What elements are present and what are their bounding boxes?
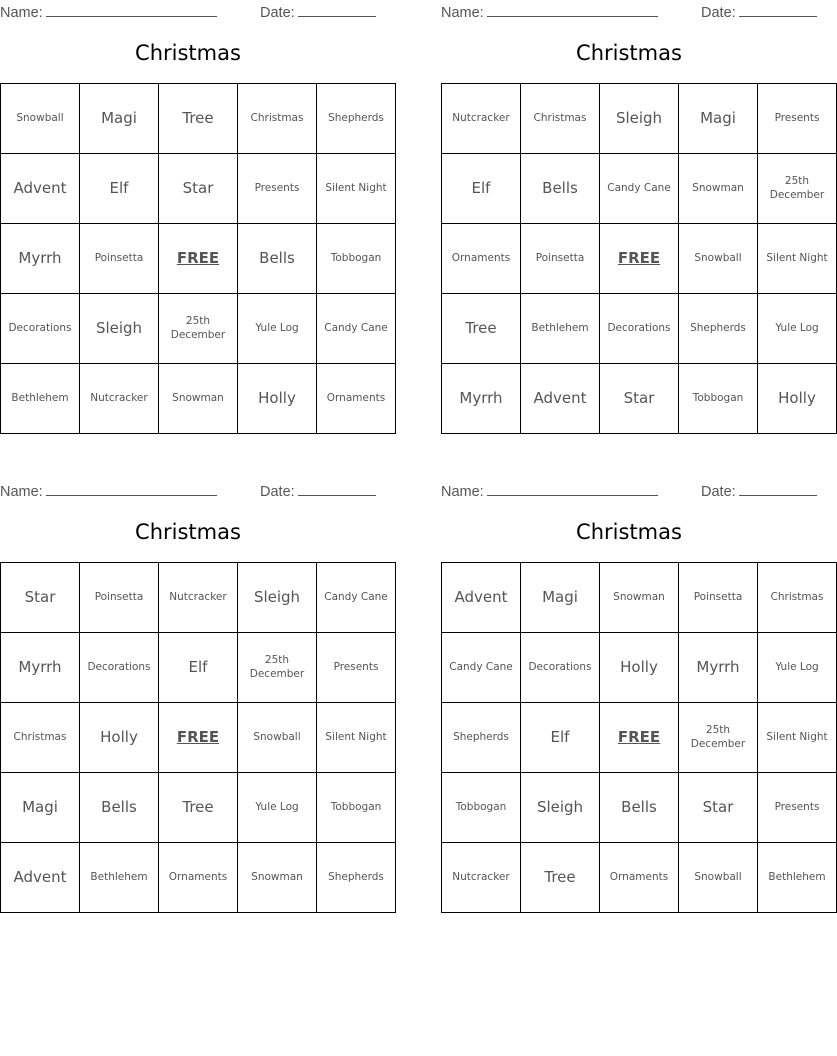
grid-cell: Star: [679, 773, 758, 843]
card-title: Christmas: [135, 520, 241, 544]
grid-row: [442, 224, 837, 294]
grid-row: [442, 843, 837, 913]
card-title: Christmas: [576, 41, 682, 65]
grid-cell: Ornaments: [442, 224, 521, 294]
grid-cell: Ornaments: [600, 843, 679, 913]
grid-cell: Poinsetta: [80, 563, 159, 633]
grid-cell: Myrrh: [442, 364, 521, 434]
grid-cell: Magi: [679, 84, 758, 154]
grid-cell: Snowman: [159, 364, 238, 434]
grid-cell: Magi: [80, 84, 159, 154]
grid-cell: Nutcracker: [80, 364, 159, 434]
grid-row: [442, 364, 837, 434]
grid-cell: Elf: [442, 154, 521, 224]
grid-row: [1, 843, 396, 913]
grid-row: [442, 154, 837, 224]
date-label: Date:: [260, 5, 295, 21]
grid-cell: Snowball: [679, 843, 758, 913]
free-space-cell: FREE: [600, 224, 679, 294]
grid-cell: Candy Cane: [317, 563, 396, 633]
bingo-card: [0, 479, 388, 919]
bingo-card: [0, 0, 388, 440]
grid-cell: Candy Cane: [442, 633, 521, 703]
grid-cell: Star: [159, 154, 238, 224]
date-blank-line: [298, 481, 376, 496]
name-date-row: [0, 481, 376, 499]
grid-cell: Tobbogan: [317, 773, 396, 843]
grid-row: [1, 364, 396, 434]
grid-cell: Myrrh: [1, 224, 80, 294]
grid-cell: Elf: [80, 154, 159, 224]
card-title: Christmas: [135, 41, 241, 65]
grid-cell: Tree: [159, 84, 238, 154]
grid-cell: Tobbogan: [317, 224, 396, 294]
grid-row: [1, 563, 396, 633]
grid-row: [1, 84, 396, 154]
name-label: Name:: [0, 5, 43, 21]
grid-cell: Nutcracker: [442, 843, 521, 913]
grid-cell: Tobbogan: [442, 773, 521, 843]
grid-row: [1, 773, 396, 843]
grid-cell: Advent: [1, 154, 80, 224]
grid-cell: Decorations: [1, 294, 80, 364]
grid-cell: Presents: [317, 633, 396, 703]
grid-row: [1, 294, 396, 364]
grid-cell: Presents: [238, 154, 317, 224]
date-label: Date:: [701, 484, 736, 500]
grid-cell: Presents: [758, 84, 837, 154]
grid-cell: Bells: [521, 154, 600, 224]
date-blank-line: [739, 481, 817, 496]
grid-row: [1, 633, 396, 703]
grid-cell: Sleigh: [521, 773, 600, 843]
bingo-grid: [0, 83, 396, 434]
date-label: Date:: [260, 484, 295, 500]
grid-cell: Decorations: [80, 633, 159, 703]
grid-row: [442, 563, 837, 633]
grid-cell: Shepherds: [317, 843, 396, 913]
name-field: [0, 481, 217, 500]
grid-cell: Bells: [238, 224, 317, 294]
grid-cell: Ornaments: [159, 843, 238, 913]
grid-row: [442, 633, 837, 703]
grid-cell: Tobbogan: [679, 364, 758, 434]
grid-cell: Shepherds: [679, 294, 758, 364]
name-label: Name:: [0, 484, 43, 500]
name-field: [441, 481, 658, 500]
grid-cell: Snowman: [238, 843, 317, 913]
grid-cell: Nutcracker: [159, 563, 238, 633]
card-title: Christmas: [576, 520, 682, 544]
date-blank-line: [739, 2, 817, 17]
bingo-grid: [441, 83, 837, 434]
free-space-cell: FREE: [159, 703, 238, 773]
grid-row: [442, 773, 837, 843]
grid-cell: Tree: [521, 843, 600, 913]
grid-cell: Myrrh: [679, 633, 758, 703]
grid-cell: Silent Night: [317, 703, 396, 773]
grid-cell: Poinsetta: [521, 224, 600, 294]
grid-cell: Advent: [442, 563, 521, 633]
grid-cell: Holly: [238, 364, 317, 434]
grid-cell: Shepherds: [442, 703, 521, 773]
grid-cell: Advent: [521, 364, 600, 434]
name-date-row: [441, 481, 817, 499]
grid-cell: Silent Night: [758, 703, 837, 773]
grid-cell: Snowball: [238, 703, 317, 773]
grid-cell: Holly: [758, 364, 837, 434]
bingo-grid: [441, 562, 837, 913]
name-field: [0, 2, 217, 21]
date-blank-line: [298, 2, 376, 17]
grid-cell: Elf: [521, 703, 600, 773]
grid-row: [442, 703, 837, 773]
grid-cell: Yule Log: [758, 633, 837, 703]
grid-cell: Sleigh: [238, 563, 317, 633]
grid-cell: Yule Log: [758, 294, 837, 364]
name-label: Name:: [441, 484, 484, 500]
grid-row: [1, 703, 396, 773]
grid-cell: Tree: [159, 773, 238, 843]
grid-cell: Magi: [521, 563, 600, 633]
grid-cell: Christmas: [758, 563, 837, 633]
name-blank-line: [46, 481, 217, 496]
grid-cell: Snowball: [1, 84, 80, 154]
name-blank-line: [487, 481, 658, 496]
bingo-grid: [0, 562, 396, 913]
grid-cell: Sleigh: [600, 84, 679, 154]
grid-cell: Bells: [80, 773, 159, 843]
grid-cell: Bethlehem: [1, 364, 80, 434]
grid-cell: Christmas: [1, 703, 80, 773]
grid-cell: 25th December: [758, 154, 837, 224]
grid-cell: Decorations: [521, 633, 600, 703]
name-blank-line: [487, 2, 658, 17]
bingo-card: [441, 0, 828, 440]
grid-cell: Decorations: [600, 294, 679, 364]
name-date-row: [441, 2, 817, 20]
grid-row: [1, 154, 396, 224]
grid-cell: Star: [600, 364, 679, 434]
grid-cell: Candy Cane: [600, 154, 679, 224]
grid-row: [1, 224, 396, 294]
grid-cell: Elf: [159, 633, 238, 703]
grid-cell: Advent: [1, 843, 80, 913]
grid-cell: Bells: [600, 773, 679, 843]
date-field: [260, 481, 376, 500]
grid-cell: 25th December: [679, 703, 758, 773]
date-field: [701, 481, 817, 500]
grid-cell: 25th December: [159, 294, 238, 364]
free-space-cell: FREE: [600, 703, 679, 773]
grid-cell: Nutcracker: [442, 84, 521, 154]
grid-cell: Candy Cane: [317, 294, 396, 364]
grid-cell: Tree: [442, 294, 521, 364]
grid-cell: Myrrh: [1, 633, 80, 703]
grid-cell: Snowman: [679, 154, 758, 224]
name-label: Name:: [441, 5, 484, 21]
grid-cell: Sleigh: [80, 294, 159, 364]
grid-cell: Bethlehem: [80, 843, 159, 913]
grid-cell: Holly: [600, 633, 679, 703]
free-space-cell: FREE: [159, 224, 238, 294]
grid-cell: Snowman: [600, 563, 679, 633]
grid-cell: Silent Night: [758, 224, 837, 294]
grid-cell: Bethlehem: [521, 294, 600, 364]
grid-cell: Star: [1, 563, 80, 633]
grid-row: [442, 294, 837, 364]
grid-cell: Magi: [1, 773, 80, 843]
date-label: Date:: [701, 5, 736, 21]
grid-cell: Silent Night: [317, 154, 396, 224]
bingo-card: [441, 479, 828, 919]
grid-cell: Christmas: [521, 84, 600, 154]
grid-cell: Yule Log: [238, 294, 317, 364]
grid-cell: Bethlehem: [758, 843, 837, 913]
grid-cell: Holly: [80, 703, 159, 773]
grid-cell: Presents: [758, 773, 837, 843]
grid-cell: 25th December: [238, 633, 317, 703]
grid-cell: Snowball: [679, 224, 758, 294]
grid-cell: Christmas: [238, 84, 317, 154]
name-date-row: [0, 2, 376, 20]
grid-cell: Shepherds: [317, 84, 396, 154]
grid-row: [442, 84, 837, 154]
grid-cell: Ornaments: [317, 364, 396, 434]
grid-cell: Poinsetta: [679, 563, 758, 633]
grid-cell: Poinsetta: [80, 224, 159, 294]
date-field: [701, 2, 817, 21]
date-field: [260, 2, 376, 21]
name-field: [441, 2, 658, 21]
grid-cell: Yule Log: [238, 773, 317, 843]
name-blank-line: [46, 2, 217, 17]
